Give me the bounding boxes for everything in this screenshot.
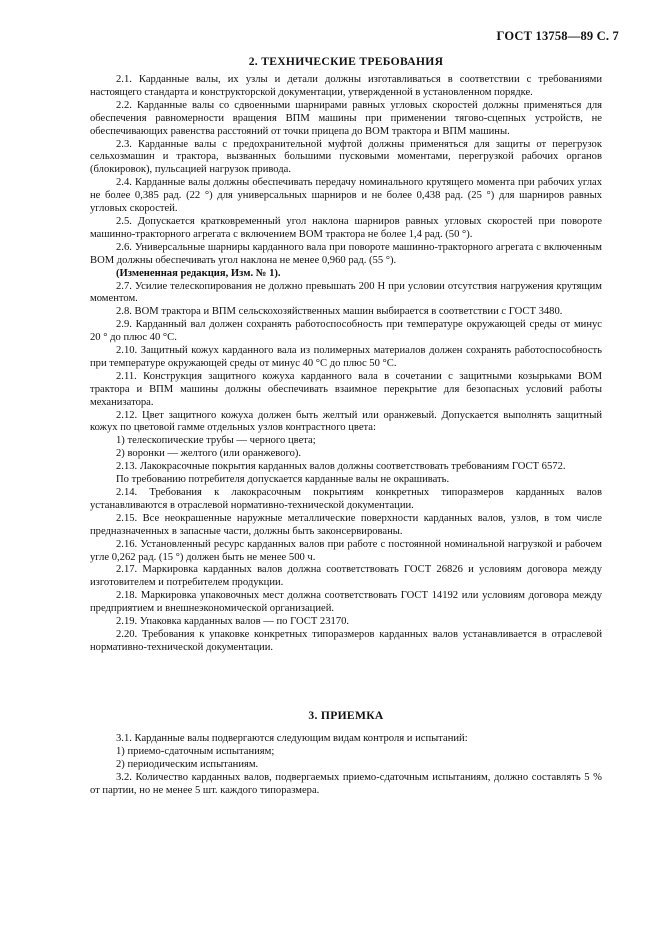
paragraph-2-5: 2.5. Допускается кратковременный угол наклона шарниров равных угловых скоростей при повороте машинно-тракторного агрегата с включением ВОМ трактора не более 1,4 рад. (50 °). bbox=[90, 215, 602, 240]
paragraph-2-9: 2.9. Карданный вал должен сохранять работоспособность при температуре окружающей среды от минус 20 ° до плюс 40 °С. bbox=[90, 319, 602, 344]
paragraph-2-15: 2.15. Все неокрашенные наружные металлические поверхности карданных валов, узлов, в том числе предназначенных в запасные части, должны быть законсервированы. bbox=[90, 512, 602, 537]
paragraph-2-10: 2.10. Защитный кожух карданного вала из полимерных материалов должен сохранять работоспособность при температуре окружающей среды от минус 40 °С до плюс 50 °С. bbox=[90, 345, 602, 369]
list-item: 1) приемо-сдаточным испытаниям; bbox=[116, 745, 275, 757]
paragraph-2-2: 2.2. Карданные валы со сдвоенными шарнирами равных угловых скоростей должны применяться для обеспечения равномерности вращения ВПМ машины при применении тягово-сцепных устройств, не обеспечивающих равенства расстояний от точки прицепа до ВОМ трактора и ВПМ машины. bbox=[90, 99, 602, 137]
paragraph-2-13: 2.13. Лакокрасочные покрытия карданных валов должны соответствовать требованиям ГОСТ 6572. bbox=[116, 461, 566, 473]
paragraph-2-17: 2.17. Маркировка карданных валов должна соответствовать ГОСТ 26826 и условиям договора между изготовителем и потребителем продукции. bbox=[90, 564, 602, 589]
paragraph-2-6: 2.6. Универсальные шарниры карданного вала при повороте машинно-тракторного агрегата с включенным ВОМ должны обеспечивать угол наклона не менее 0,960 рад. (55 °). bbox=[90, 241, 602, 266]
paragraph-3-1: 3.1. Карданные валы подвергаются следующим видам контроля и испытаний: bbox=[116, 733, 468, 744]
list-item: 1) телескопические трубы — черного цвета; bbox=[116, 435, 316, 447]
paragraph-2-7: 2.7. Усилие телескопирования не должно превышать 200 Н при условии отсутствия нагружения крутящим моментом. bbox=[90, 280, 602, 305]
list-item: 2) воронки — желтого (или оранжевого). bbox=[116, 448, 302, 460]
section-3-body bbox=[90, 733, 602, 798]
paragraph-2-8: 2.8. ВОМ трактора и ВПМ сельскохозяйственных машин выбирается в соответствии с ГОСТ 3480. bbox=[116, 306, 563, 318]
list-item: 2) периодическим испытаниям. bbox=[116, 758, 259, 770]
paragraph-3-2: 3.2. Количество карданных валов, подвергаемых приемо-сдаточным испытаниям, должно составлять 5 % от партии, но не менее 5 шт. каждого типоразмера. bbox=[90, 771, 602, 796]
paragraph-2-11: 2.11. Конструкция защитного кожуха карданного вала в сочетании с защитными козырьками ВОМ трактора и ВПМ машины должны обеспечивать взаимное перекрытие для безопасных условий работы механизатора. bbox=[90, 370, 602, 408]
section-3-title: 3. ПРИЕМКА bbox=[308, 709, 384, 722]
paragraph-2-13-note: По требованию потребителя допускается карданные валы не окрашивать. bbox=[116, 474, 450, 486]
paragraph-2-19: 2.19. Упаковка карданных валов — по ГОСТ 23170. bbox=[116, 616, 350, 628]
amendment-note: (Измененная редакция, Изм. № 1). bbox=[116, 267, 281, 279]
section-2-body bbox=[90, 74, 602, 655]
page-header: ГОСТ 13758—89 С. 7 bbox=[496, 29, 619, 43]
section-2-title: 2. ТЕХНИЧЕСКИЕ ТРЕБОВАНИЯ bbox=[248, 55, 444, 68]
paragraph-2-18: 2.18. Маркировка упаковочных мест должна соответствовать ГОСТ 14192 или условиям договора между предприятием и внешнеэкономической организацией. bbox=[90, 590, 602, 615]
paragraph-2-12: 2.12. Цвет защитного кожуха должен быть желтый или оранжевый. Допускается выполнять защитный кожух по цветовой гамме отдельных узлов контрастного цвета: bbox=[90, 409, 602, 434]
paragraph-2-3: 2.3. Карданные валы с предохранительной муфтой должны применяться для защиты от перегрузок сельхозмашин и трактора, вызванных большими пусковыми моментами, перегрузкой рабочих органов (блокировок), пульсацией нагрузок привода. bbox=[90, 138, 602, 176]
paragraph-2-4: 2.4. Карданные валы должны обеспечивать передачу номинального крутящего момента при рабочих углах не более 0,385 рад. (22 °) для универсальных шарниров и не более 0,438 рад. (25 °) для шарниров равных угловых скоростей. bbox=[90, 177, 602, 215]
paragraph-2-1: 2.1. Карданные валы, их узлы и детали должны изготавливаться в соответствии с требованиями настоящего стандарта и конструкторской документации, утвержденной в установленном порядке. bbox=[90, 74, 602, 98]
paragraph-2-20: 2.20. Требования к упаковке конкретных типоразмеров карданных валов устанавливается в отраслевой нормативно-технической документации. bbox=[90, 628, 602, 653]
paragraph-2-14: 2.14. Требования к лакокрасочным покрытиям конкретных типоразмеров карданных валов устанавливаются в отраслевой нормативно-технической документации. bbox=[90, 487, 602, 511]
paragraph-2-16: 2.16. Установленный ресурс карданных валов при работе с постоянной номинальной нагрузкой и рабочем угле 0,262 рад. (15 °) должен быть не менее 500 ч. bbox=[90, 538, 602, 563]
